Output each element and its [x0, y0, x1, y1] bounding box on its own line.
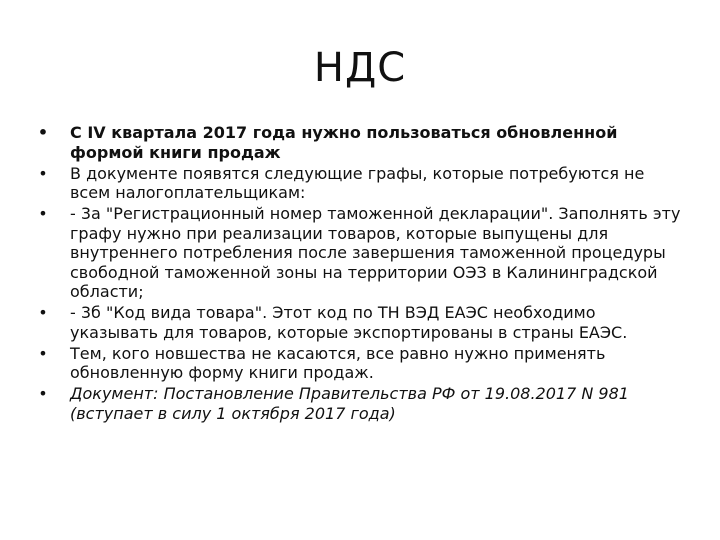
- bullet-dot-icon: •: [38, 204, 48, 223]
- bullet-dot-icon: •: [38, 384, 48, 403]
- bullet-dot-icon: •: [37, 123, 49, 142]
- bullet-dot-icon: •: [38, 343, 48, 363]
- bullet-item: [36, 303, 686, 342]
- bullet-item: [36, 123, 686, 162]
- bullet-text: С IV квартала 2017 года нужно пользоваться обновленной формой книги продаж: [70, 123, 618, 162]
- bullet-dot-icon: •: [38, 303, 48, 322]
- bullet-item: [36, 384, 686, 423]
- slide-title: НДС: [313, 45, 407, 91]
- bullet-dot-icon: •: [38, 163, 48, 183]
- bullet-text: В документе появятся следующие графы, которые потребуются не всем налогоплательщикам:: [70, 163, 645, 202]
- bullet-item: [36, 164, 686, 203]
- bullet-text: - 3б "Код вида товара". Этот код по ТН ВЭД ЕАЭС необходимо указывать для товаров, которые экспортированы в страны ЕАЭС.: [70, 303, 628, 342]
- bullet-text: Тем, кого новшества не касаются, все равно нужно применять обновленную форму книги продаж.: [70, 343, 606, 382]
- bullet-list: [36, 123, 686, 425]
- bullet-item: [36, 204, 686, 302]
- bullet-text: Документ: Постановление Правительства РФ от 19.08.2017 N 981 (вступает в силу 1 октября 2017 года): [70, 384, 629, 423]
- bullet-item: [36, 344, 686, 383]
- bullet-text: - 3а "Регистрационный номер таможенной декларации". Заполнять эту графу нужно при реализации товаров, которые выпущены для внутреннего потребления после завершения таможенной процедуры свободной таможенной зоны на территории ОЭЗ в Калининградской области;: [70, 204, 681, 301]
